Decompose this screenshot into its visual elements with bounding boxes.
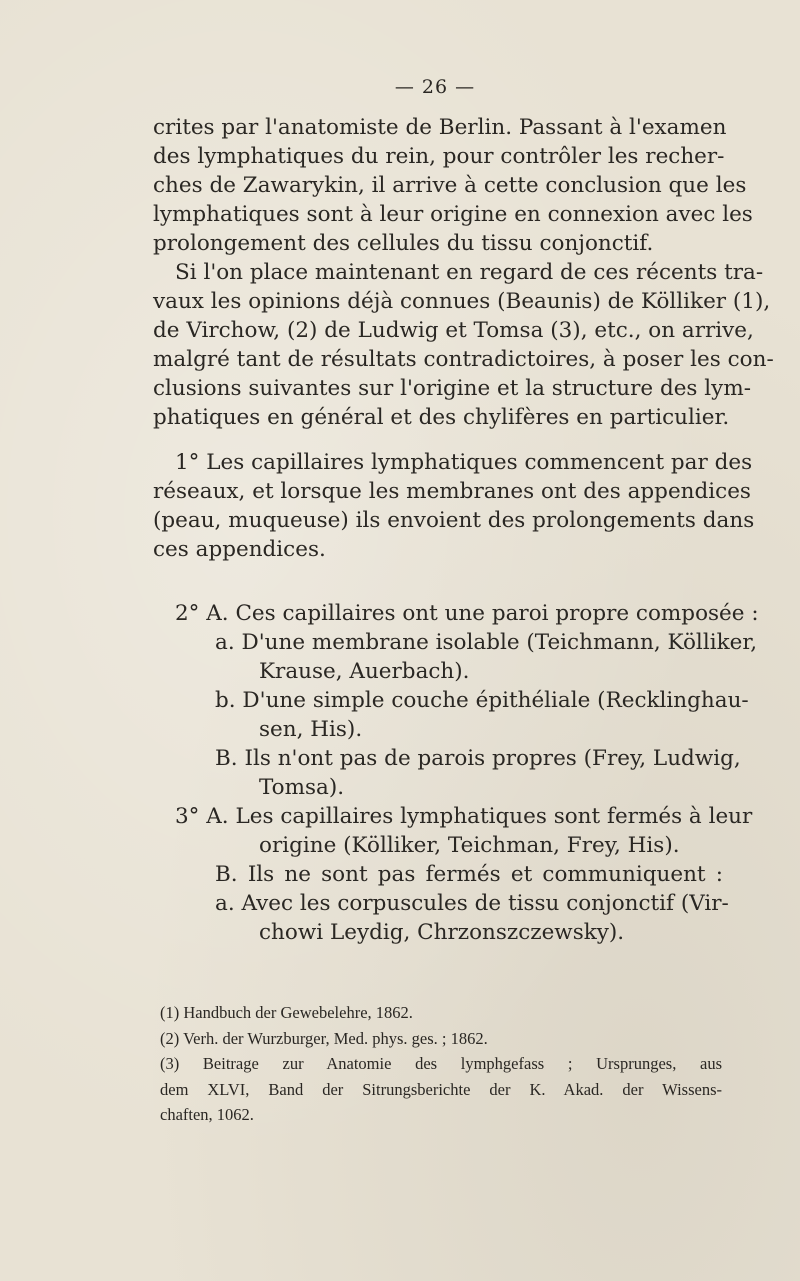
list-item: origine (Kölliker, Teichman, Frey, His). bbox=[259, 833, 680, 858]
paragraph-1 bbox=[153, 113, 753, 258]
text-line: phatiques en général et des chylifères en particulier. bbox=[153, 405, 730, 430]
list-item: B. Ils n'ont pas de parois propres (Frey, Ludwig, bbox=[215, 746, 741, 771]
list-item: Tomsa). bbox=[259, 775, 345, 800]
text-line: réseaux, et lorsque les membranes ont des appendices bbox=[153, 479, 751, 504]
footnotes bbox=[160, 1000, 722, 1128]
page-number: — 26 — bbox=[394, 76, 476, 98]
text-line: prolongement des cellules du tissu conjonctif. bbox=[153, 231, 654, 256]
text-line: ches de Zawarykin, il arrive à cette conclusion que les bbox=[153, 173, 747, 198]
footnote: (1) Handbuch der Gewebelehre, 1862. bbox=[160, 1003, 413, 1022]
text-line: (peau, muqueuse) ils envoient des prolongements dans bbox=[153, 508, 755, 533]
conclusions-list bbox=[153, 599, 759, 947]
list-item: 3° A. Les capillaires lymphatiques sont fermés à leur bbox=[175, 804, 753, 829]
text-line: malgré tant de résultats contradictoires, à poser les con- bbox=[153, 347, 774, 372]
list-item: B. Ils ne sont pas fermés et communiquent : bbox=[215, 862, 723, 887]
list-item: 2° A. Ces capillaires ont une paroi propre composée : bbox=[175, 601, 759, 626]
text-line: vaux les opinions déjà connues (Beaunis) de Kölliker (1), bbox=[153, 289, 771, 314]
text-line: des lymphatiques du rein, pour contrôler les recher- bbox=[153, 144, 725, 169]
list-item: a. Avec les corpuscules de tissu conjonctif (Vir- bbox=[215, 891, 729, 916]
footnote: dem XLVI, Band der Sitrungsberichte der K. Akad. der Wissens- bbox=[160, 1079, 722, 1099]
text-line: clusions suivantes sur l'origine et la structure des lym- bbox=[153, 376, 751, 401]
text-line: crites par l'anatomiste de Berlin. Passant à l'examen bbox=[153, 115, 727, 140]
text-line: Si l'on place maintenant en regard de ces récents tra- bbox=[175, 260, 764, 285]
footnote: (3) Beitrage zur Anatomie des lymphgefass ; Ursprunges, aus bbox=[160, 1054, 722, 1073]
paragraph-2 bbox=[153, 258, 774, 432]
list-item: sen, His). bbox=[259, 717, 363, 742]
text-line: 1° Les capillaires lymphatiques commencent par des bbox=[175, 450, 753, 475]
footnote: chaften, 1062. bbox=[160, 1105, 254, 1124]
paragraph-3 bbox=[153, 448, 755, 564]
list-item: a. D'une membrane isolable (Teichmann, Kölliker, bbox=[215, 630, 758, 655]
list-item: chowi Leydig, Chrzonszczewsky). bbox=[259, 920, 625, 945]
list-item: Krause, Auerbach). bbox=[259, 659, 470, 684]
text-line: de Virchow, (2) de Ludwig et Tomsa (3), etc., on arrive, bbox=[153, 318, 754, 343]
list-item: b. D'une simple couche épithéliale (Recklinghau- bbox=[215, 688, 749, 713]
text-line: lymphatiques sont à leur origine en connexion avec les bbox=[153, 202, 753, 227]
text-line: ces appendices. bbox=[153, 537, 326, 562]
footnote: (2) Verh. der Wurzburger, Med. phys. ges. ; 1862. bbox=[160, 1028, 488, 1048]
